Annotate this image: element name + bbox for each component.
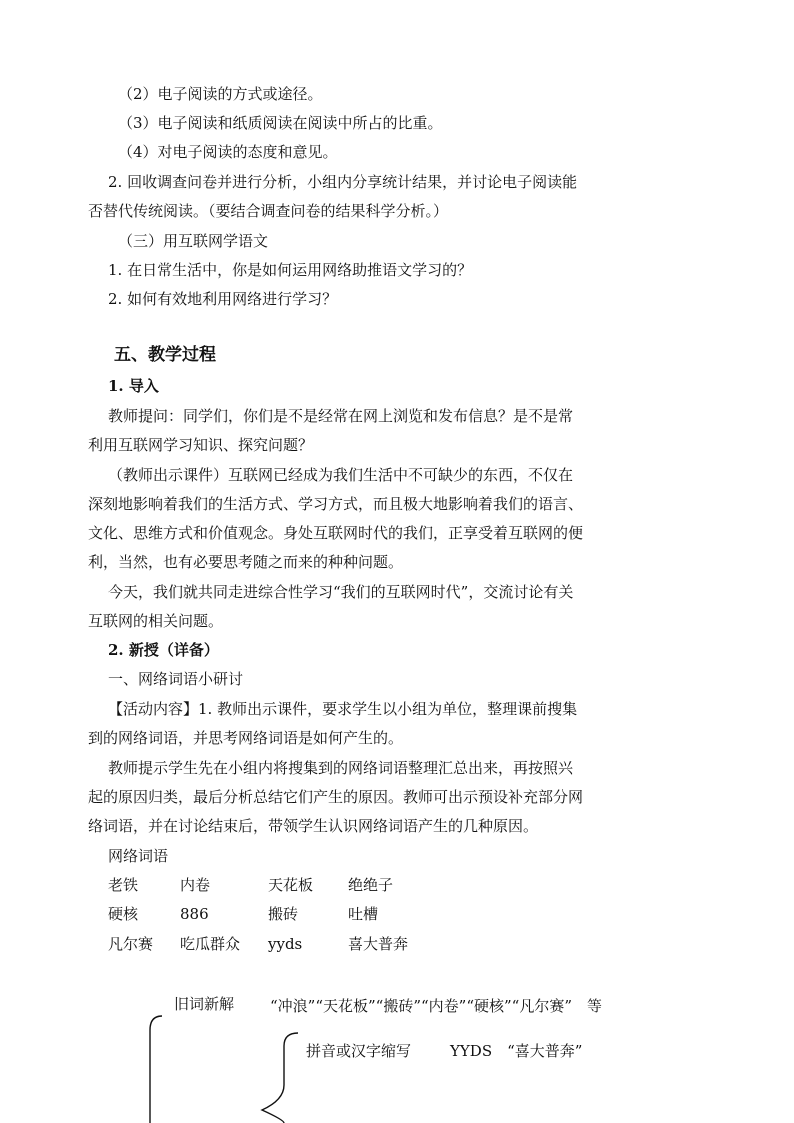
- question-2: 2. 如何有效地利用网络进行学习？: [108, 290, 338, 308]
- paragraph-line: 深刻地影响着我们的生活方式、学习方式，而且极大地影响着我们的语言、: [88, 495, 584, 513]
- category-examples: “冲浪”“天花板”“搬砖”“内卷”“硬核”“凡尔赛” 等: [270, 997, 603, 1015]
- word-cell: 天花板: [268, 876, 314, 894]
- paragraph-line: 利用互联网学习知识、探究问题？: [88, 436, 314, 454]
- word-cell: 吐槽: [348, 905, 379, 923]
- paragraph-line: 教师提问：同学们，你们是不是经常在网上浏览和发布信息？是不是常: [108, 407, 574, 425]
- subheading-new-lesson: 2. 新授（详备）: [108, 641, 219, 659]
- paragraph-line: 络词语，并在讨论结束后，带领学生认识网络词语产生的几种原因。: [88, 817, 539, 835]
- word-cell: 搬砖: [268, 905, 299, 923]
- paragraph-line: 教师提示学生先在小组内将搜集到的网络词语整理汇总出来，再按照兴: [108, 759, 574, 777]
- question-1: 1. 在日常生活中，你是如何运用网络助推语文学习的？: [108, 261, 473, 279]
- paragraph-line: 起的原因归类，最后分析总结它们产生的原因。教师可出示预设补充部分网: [88, 788, 584, 806]
- word-cell: 硬核: [108, 905, 139, 923]
- inner-brace-icon: [262, 1033, 298, 1123]
- word-cell: 老铁: [108, 876, 139, 894]
- survey-item-3: （3）电子阅读和纸质阅读在阅读中所占的比重。: [118, 114, 443, 132]
- paragraph-line: 到的网络词语，并思考网络词语是如何产生的。: [88, 729, 404, 747]
- category-label: 旧词新解: [174, 995, 235, 1013]
- outer-brace-icon: [150, 1016, 162, 1123]
- paragraph-line: 文化、思维方式和价值观念。身处互联网时代的我们，正享受着互联网的便: [88, 524, 584, 542]
- category-examples: YYDS “喜大普奔”: [450, 1042, 583, 1060]
- word-cell: yyds: [268, 935, 303, 953]
- survey-item-2: （2）电子阅读的方式或途径。: [118, 85, 323, 103]
- paragraph-line: 【活动内容】1. 教师出示课件，要求学生以小组为单位，整理课前搜集: [108, 700, 578, 718]
- subheading-intro: 1. 导入: [108, 377, 159, 395]
- paragraph-line: 今天，我们就共同走进综合性学习“我们的互联网时代”，交流讨论有关: [108, 583, 574, 601]
- word-cell: 886: [180, 905, 209, 923]
- word-cell: 绝绝子: [348, 876, 394, 894]
- paragraph-line: 否替代传统阅读。（要结合调查问卷的结果科学分析。）: [88, 202, 449, 220]
- section-title-1: 一、网络词语小研讨: [108, 670, 244, 688]
- paragraph-line: 2. 回收调查问卷并进行分析，小组内分享统计结果，并讨论电子阅读能: [108, 173, 578, 191]
- word-cell: 凡尔赛: [108, 935, 154, 953]
- word-cell: 内卷: [180, 876, 211, 894]
- word-cell: 喜大普奔: [348, 935, 409, 953]
- word-cell: 吃瓜群众: [180, 935, 241, 953]
- section-heading-5: 五、教学过程: [114, 345, 216, 365]
- word-table-title: 网络词语: [108, 847, 169, 865]
- survey-item-4: （4）对电子阅读的态度和意见。: [118, 143, 338, 161]
- category-label: 拼音或汉字缩写: [306, 1042, 412, 1060]
- paragraph-line: 利，当然，也有必要思考随之而来的种种问题。: [88, 553, 404, 571]
- paragraph-line: （教师出示课件）互联网已经成为我们生活中不可缺少的东西，不仅在: [108, 466, 574, 484]
- paragraph-line: 互联网的相关问题。: [88, 612, 224, 630]
- section-title-3: （三）用互联网学语文: [118, 232, 269, 250]
